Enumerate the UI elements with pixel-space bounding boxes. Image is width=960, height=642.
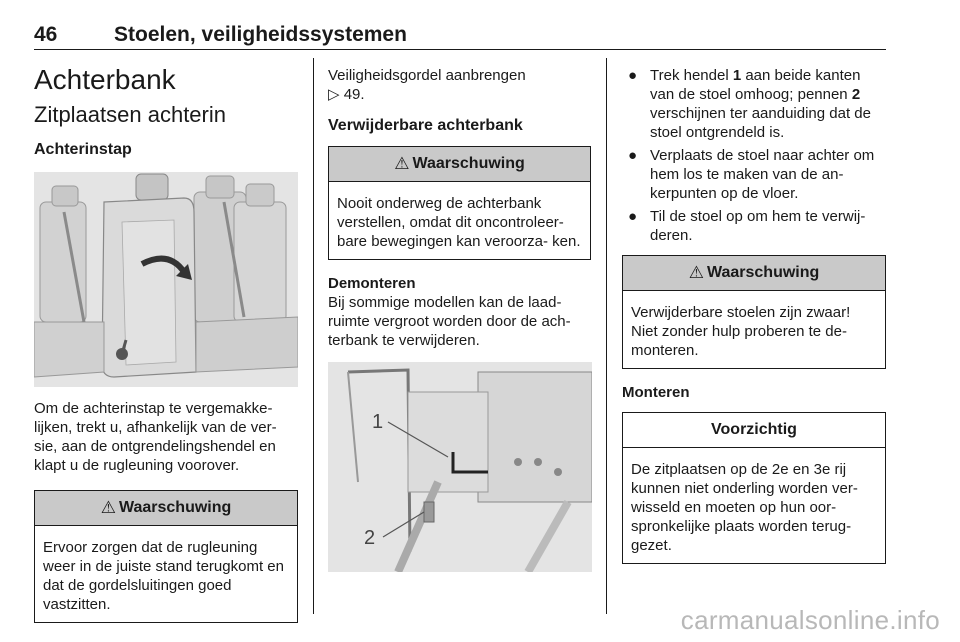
column-right — [622, 58, 886, 564]
instruction-list — [622, 66, 886, 245]
page-header — [34, 22, 886, 50]
figure-label-2: 2 — [364, 527, 376, 549]
caution-text: De zitplaatsen op de 2e en 3e rij kunnen niet onderling worden ver- wisseld en moeten op hun oor- spronkelijke plaats worden terug- gezet. — [631, 461, 858, 554]
warning-header — [329, 147, 590, 182]
column-divider — [606, 58, 607, 614]
running-title: Stoelen, veiligheidssystemen — [114, 23, 407, 46]
figure-label-1: 1 — [372, 411, 384, 433]
bullet-icon: ● — [628, 208, 638, 225]
warning-title: Waarschuwing — [412, 155, 525, 172]
cross-reference-text: Veiligheidsgordel aanbrengen — [328, 67, 526, 84]
warning-title: Waarschuwing — [118, 499, 232, 516]
warning-text: Verwijderbare stoelen zijn zwaar! Niet zonder hulp proberen te de- monteren. — [631, 304, 851, 359]
subsection-title: Zitplaatsen achterin — [34, 102, 226, 127]
bullet-icon: ● — [628, 67, 638, 84]
topic-heading: Verwijderbare achterbank — [328, 117, 523, 134]
warning-triangle-icon: ⚠ — [100, 498, 116, 517]
watermark: carmanualsonline.info — [680, 605, 940, 635]
seat-removal-illustration — [328, 362, 592, 572]
page-number: 46 — [34, 23, 58, 46]
warning-text: Nooit onderweg de achterbank verstellen, omdat dit oncontroleer- bare bewegingen kan veroorza- ken. — [337, 195, 581, 250]
instruction-paragraph: Bij sommige modellen kan de laad- ruimte vergroot worden door de ach- terbank te verwijderen. — [328, 294, 571, 349]
section-title: Achterbank — [34, 64, 176, 95]
column-left — [34, 58, 298, 623]
warning-header — [623, 256, 885, 291]
warning-header — [35, 491, 297, 526]
subheading-monteren: Monteren — [622, 384, 690, 401]
list-item: ● Trek hendel 1 aan beide kanten van de stoel omhoog; pennen 2 verschijnen ter aanduiding dat de stoel ontgrendeld is. — [628, 67, 871, 141]
column-middle — [328, 58, 591, 572]
cross-reference-page[interactable]: ▷ 49. — [328, 86, 365, 103]
list-item: ● Til de stoel op om hem te verwij- deren. — [628, 208, 866, 244]
subheading-demonteren: Demonteren — [328, 275, 416, 292]
seat-removal-drawing — [328, 362, 592, 572]
warning-triangle-icon: ⚠ — [394, 154, 410, 173]
warning-box — [622, 255, 886, 369]
topic-heading: Achterinstap — [34, 141, 132, 158]
bullet-icon: ● — [628, 147, 638, 164]
caution-title: Voorzichtig — [711, 421, 797, 438]
instruction-paragraph: Om de achterinstap te vergemakke- lijken, trekt u, afhankelijk van de ver- sie, aan de ontgrendelingshendel en klapt u de rugleuning voorover. — [34, 400, 277, 474]
rear-seat-illustration — [34, 172, 298, 387]
warning-text: Ervoor zorgen dat de rugleuning weer in de juiste stand terugkomt en dat de gordelsluitingen goed vastzitten. — [43, 539, 284, 613]
seat-drawing — [34, 172, 298, 387]
column-divider — [313, 58, 314, 614]
warning-box — [328, 146, 591, 260]
caution-header — [623, 413, 885, 448]
warning-box — [34, 490, 298, 623]
caution-box — [622, 412, 886, 564]
warning-title: Waarschuwing — [706, 264, 820, 281]
list-item: ● Verplaats de stoel naar achter om hem los te maken van de an- kerpunten op de vloer. — [628, 147, 875, 202]
warning-triangle-icon: ⚠ — [688, 263, 704, 282]
